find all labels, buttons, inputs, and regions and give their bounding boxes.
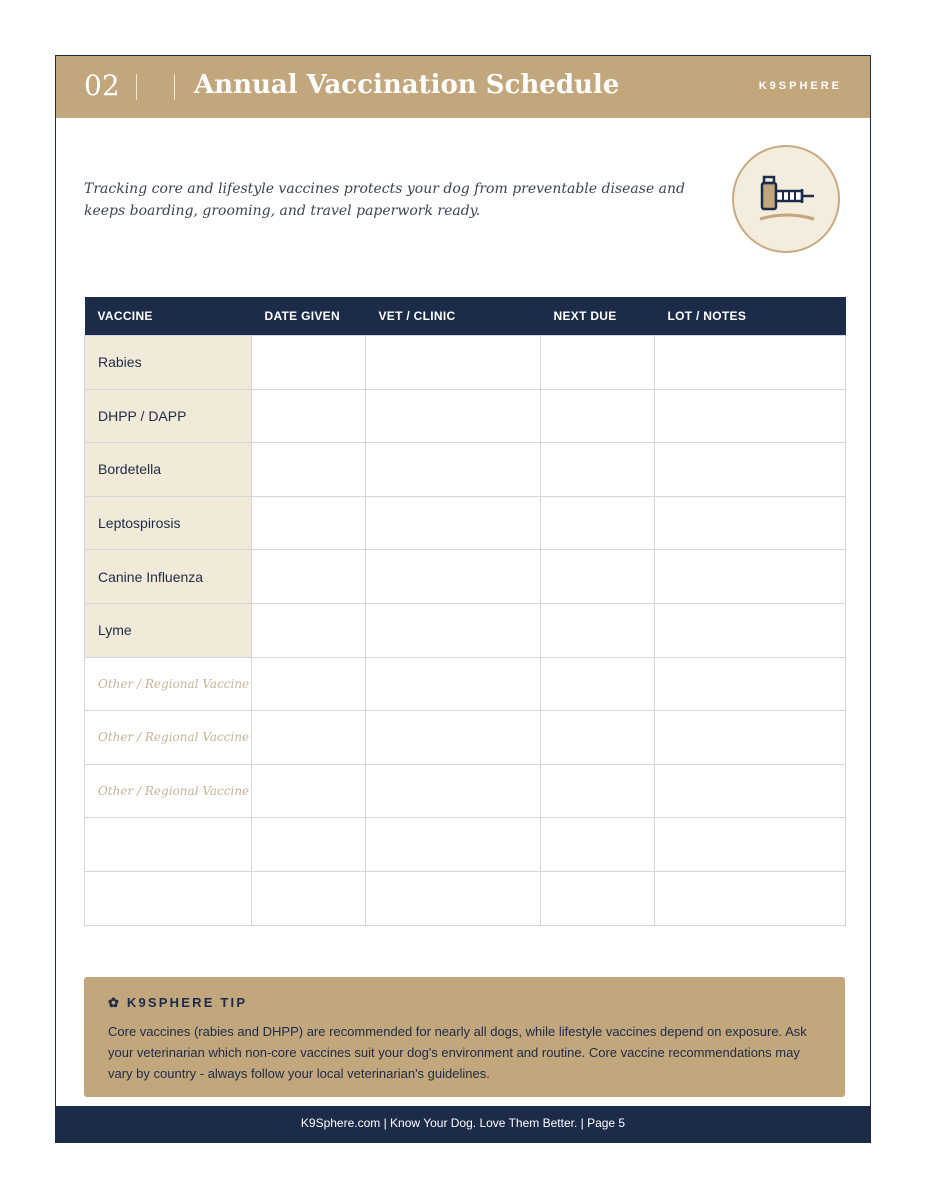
next-due-cell[interactable] (541, 871, 655, 925)
column-header-vaccine: VACCINE (85, 297, 252, 336)
lot-notes-cell[interactable] (655, 603, 846, 657)
date-given-cell[interactable] (252, 603, 366, 657)
brand-name: K9SPHERE (758, 80, 842, 92)
vet-clinic-cell[interactable] (366, 871, 541, 925)
date-given-cell[interactable] (252, 764, 366, 818)
page-title: Annual Vaccination Schedule (194, 70, 620, 100)
worksheet-page (55, 55, 871, 1143)
date-given-cell[interactable] (252, 657, 366, 711)
vaccine-name-cell: DHPP / DAPP (85, 389, 252, 443)
vet-clinic-cell[interactable] (366, 550, 541, 604)
section-header (56, 56, 870, 118)
next-due-cell[interactable] (541, 711, 655, 765)
vet-clinic-cell[interactable] (366, 496, 541, 550)
vaccine-name-cell[interactable] (85, 818, 252, 872)
page-footer: K9Sphere.com | Know Your Dog. Love Them Better. | Page 5 (56, 1106, 870, 1142)
date-given-cell[interactable] (252, 389, 366, 443)
lot-notes-cell[interactable] (655, 389, 846, 443)
vaccine-name-cell: Lyme (85, 603, 252, 657)
date-given-cell[interactable] (252, 496, 366, 550)
syringe-icon (752, 169, 822, 231)
next-due-cell[interactable] (541, 657, 655, 711)
vet-clinic-cell[interactable] (366, 603, 541, 657)
table-row (85, 389, 846, 443)
lot-notes-cell[interactable] (655, 871, 846, 925)
vaccine-name-cell: Bordetella (85, 443, 252, 497)
table-row (85, 657, 846, 711)
lot-notes-cell[interactable] (655, 336, 846, 390)
lot-notes-cell[interactable] (655, 443, 846, 497)
vaccine-name-cell: Leptospirosis (85, 496, 252, 550)
vet-clinic-cell[interactable] (366, 389, 541, 443)
lot-notes-cell[interactable] (655, 657, 846, 711)
column-header-vet-clinic: VET / CLINIC (366, 297, 541, 336)
column-header-next-due: NEXT DUE (541, 297, 655, 336)
vet-clinic-cell[interactable] (366, 336, 541, 390)
column-header-date-given: DATE GIVEN (252, 297, 366, 336)
date-given-cell[interactable] (252, 336, 366, 390)
date-given-cell[interactable] (252, 711, 366, 765)
next-due-cell[interactable] (541, 336, 655, 390)
date-given-cell[interactable] (252, 818, 366, 872)
tip-box (84, 977, 845, 1097)
vaccine-name-cell: Canine Influenza (85, 550, 252, 604)
vaccine-name-cell[interactable]: Other / Regional Vaccine (85, 657, 252, 711)
vaccine-name-cell[interactable] (85, 871, 252, 925)
table-row (85, 871, 846, 925)
date-given-cell[interactable] (252, 550, 366, 604)
table-row (85, 764, 846, 818)
table-row (85, 496, 846, 550)
header-divider (174, 74, 175, 100)
tip-title: ✿ K9SPHERE TIP (108, 995, 248, 1010)
next-due-cell[interactable] (541, 764, 655, 818)
header-divider (136, 74, 137, 100)
vaccination-table (84, 297, 846, 926)
table-row (85, 336, 846, 390)
table-row (85, 603, 846, 657)
next-due-cell[interactable] (541, 389, 655, 443)
vet-clinic-cell[interactable] (366, 443, 541, 497)
table-row (85, 550, 846, 604)
vaccine-name-cell[interactable]: Other / Regional Vaccine (85, 711, 252, 765)
lot-notes-cell[interactable] (655, 550, 846, 604)
tip-body: Core vaccines (rabies and DHPP) are recommended for nearly all dogs, while lifestyle vaccines depend on exposure. Ask your veterinarian which non-core vaccines suit your dog's environment and routine. Core vaccine recommendations may vary by country - always follow your local veterinarian's guidelines. (108, 1024, 807, 1081)
lot-notes-cell[interactable] (655, 496, 846, 550)
vet-clinic-cell[interactable] (366, 657, 541, 711)
next-due-cell[interactable] (541, 496, 655, 550)
date-given-cell[interactable] (252, 871, 366, 925)
column-header-lot-notes: LOT / NOTES (655, 297, 846, 336)
vaccine-name-cell[interactable]: Other / Regional Vaccine (85, 764, 252, 818)
lot-notes-cell[interactable] (655, 764, 846, 818)
vet-clinic-cell[interactable] (366, 711, 541, 765)
intro-text: Tracking core and lifestyle vaccines protects your dog from preventable disease and keeps boarding, grooming, and travel paperwork ready. (84, 181, 686, 219)
table-row (85, 443, 846, 497)
next-due-cell[interactable] (541, 443, 655, 497)
date-given-cell[interactable] (252, 443, 366, 497)
next-due-cell[interactable] (541, 603, 655, 657)
section-number: 02 (84, 69, 120, 102)
table-header-row (85, 297, 846, 336)
lot-notes-cell[interactable] (655, 711, 846, 765)
vet-clinic-cell[interactable] (366, 764, 541, 818)
lot-notes-cell[interactable] (655, 818, 846, 872)
next-due-cell[interactable] (541, 550, 655, 604)
vet-clinic-cell[interactable] (366, 818, 541, 872)
vaccine-name-cell: Rabies (85, 336, 252, 390)
table-row (85, 711, 846, 765)
syringe-badge (732, 145, 840, 253)
table-row (85, 818, 846, 872)
next-due-cell[interactable] (541, 818, 655, 872)
